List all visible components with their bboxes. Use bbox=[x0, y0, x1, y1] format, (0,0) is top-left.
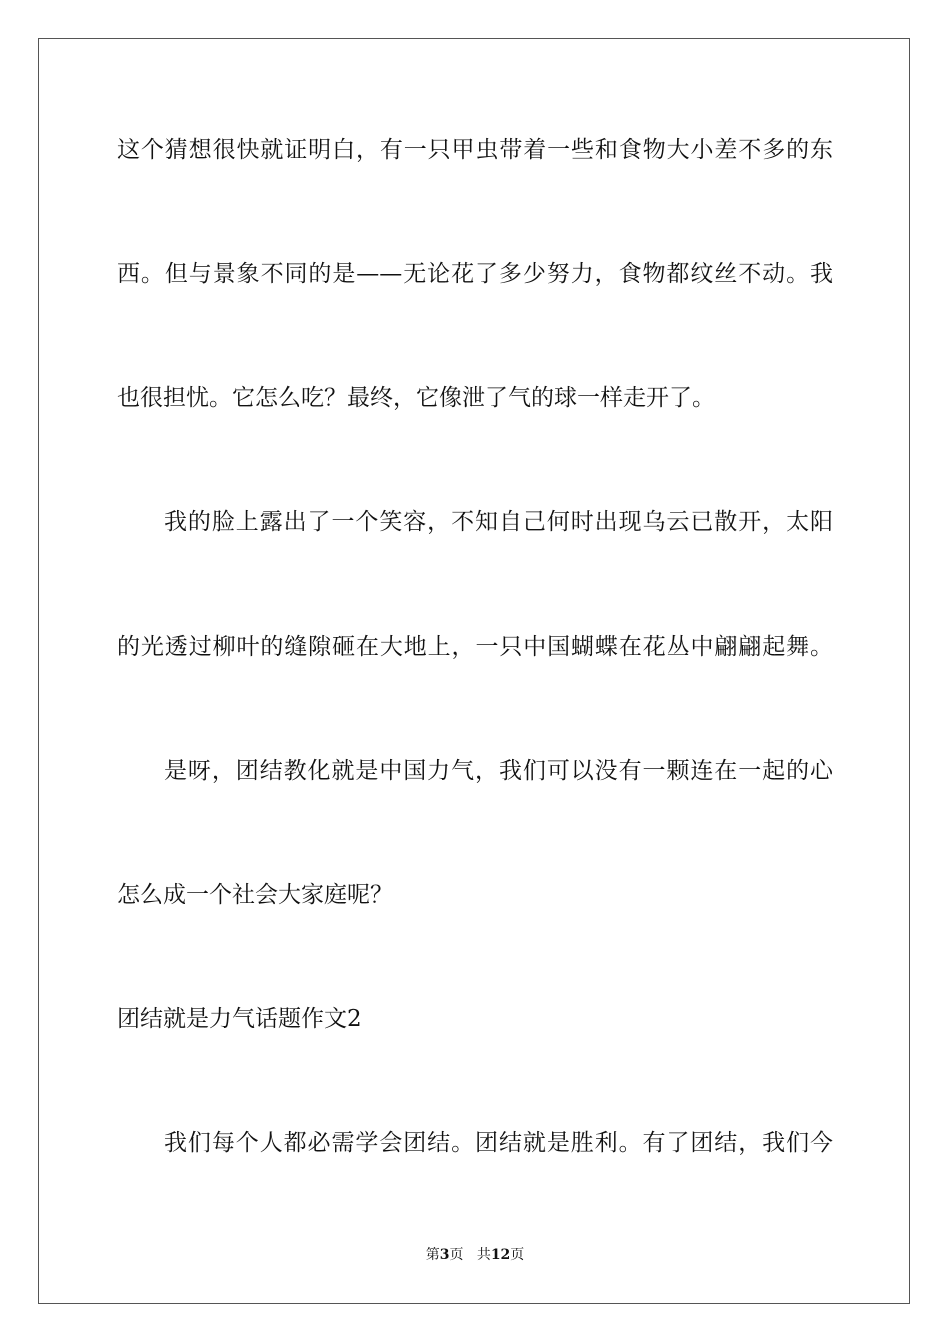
text-line-6: 是呀，团结教化就是中国力气，我们可以没有一颗连在一起的心 bbox=[164, 758, 833, 784]
page-footer bbox=[0, 1246, 950, 1264]
text-line-5: 的光透过柳叶的缝隙砸在大地上，一只中国蝴蝶在花丛中翩翩起舞。 bbox=[117, 634, 833, 660]
text-line-4: 我的脸上露出了一个笑容，不知自己何时出现乌云已散开，太阳 bbox=[164, 509, 833, 535]
text-line-3: 也很担忧。它怎么吃？最终，它像泄了气的球一样走开了。 bbox=[117, 385, 715, 411]
total-pages: 12 bbox=[490, 1247, 511, 1263]
page-prefix: 第 bbox=[425, 1247, 440, 1263]
text-line-9: 我们每个人都必需学会团结。团结就是胜利。有了团结，我们今 bbox=[164, 1130, 833, 1156]
page-number: 3 bbox=[439, 1247, 450, 1263]
text-line-1: 这个猜想很快就证明白，有一只甲虫带着一些和食物大小差不多的东 bbox=[117, 137, 833, 163]
page-suffix: 页 bbox=[449, 1247, 464, 1263]
page-border bbox=[38, 38, 910, 1304]
total-suffix: 页 bbox=[510, 1247, 525, 1263]
total-prefix: 共 bbox=[476, 1247, 491, 1263]
text-line-2: 西。但与景象不同的是——无论花了多少努力，食物都纹丝不动。我 bbox=[117, 261, 833, 287]
section-heading: 团结就是力气话题作文2 bbox=[117, 1006, 362, 1032]
text-line-7: 怎么成一个社会大家庭呢？ bbox=[117, 882, 393, 908]
